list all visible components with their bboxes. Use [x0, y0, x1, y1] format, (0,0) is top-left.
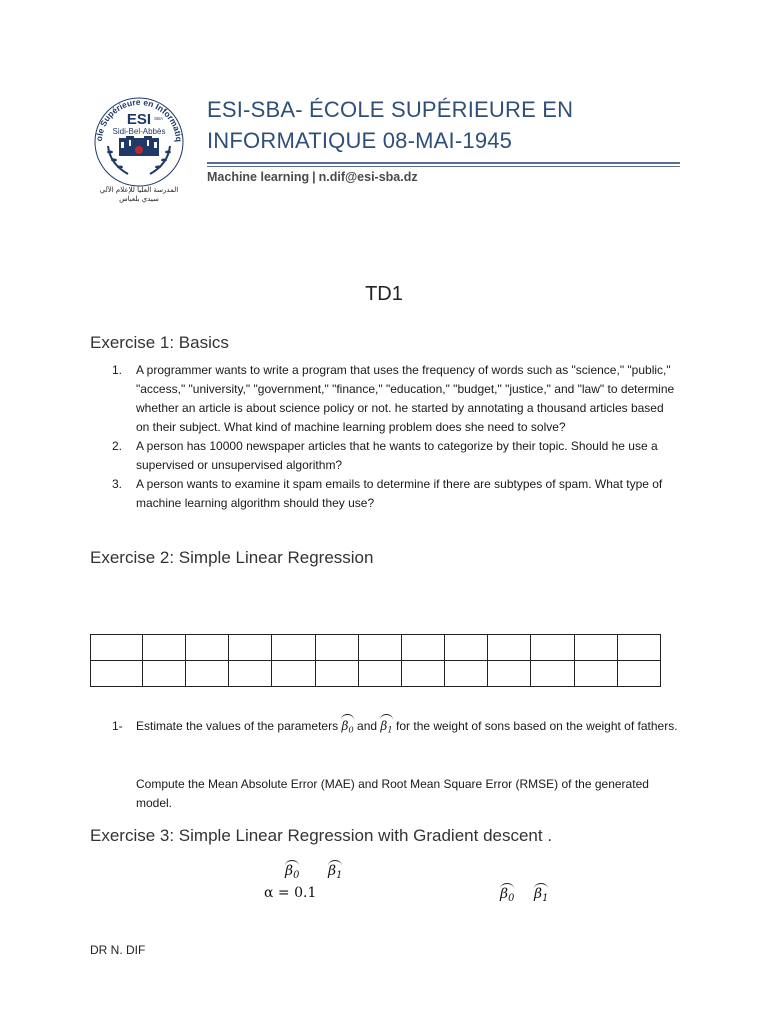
- table-cell: [445, 661, 488, 687]
- exercise2-followup: Compute the Mean Absolute Error (MAE) and Root Mean Square Error (RMSE) of the generated model.: [136, 777, 649, 810]
- table-cell: [186, 635, 229, 661]
- header-title: [207, 94, 677, 156]
- table-cell: [531, 635, 574, 661]
- table-cell: [617, 661, 660, 687]
- beta0-hat-symbol: $\beta_0$: [500, 886, 515, 904]
- header-title-line2: INFORMATIQUE 08-MAI-1945: [207, 128, 513, 153]
- document-title: TD1: [365, 283, 403, 305]
- table-cell: [272, 661, 315, 687]
- logo-side-text: SBA: [154, 116, 164, 121]
- data-table: [90, 634, 661, 687]
- table-cell: [315, 635, 358, 661]
- question-text: [136, 717, 682, 740]
- table-cell: [488, 661, 531, 687]
- table-cell: [531, 661, 574, 687]
- table-cell: [574, 661, 617, 687]
- contact-email: n.dif@esi-sba.dz: [318, 170, 418, 184]
- table-cell: [143, 635, 186, 661]
- list-item-text: A programmer wants to write a program that uses the frequency of words such as "science," "public," "access," "university," "government," "finance," "education," "budget," "justice," and "law" to determine whether an article is about science policy or not. he started by annotating a thousand articles based on their subject. What kind of machine learning problem does she need to solve?: [136, 363, 675, 434]
- list-item-text: A person wants to examine it spam emails to determine if there are subtypes of spam. What type of machine learning algorithm should they use?: [136, 477, 663, 510]
- logo-arc-text: ole Supérieure en Informatiq: [93, 96, 185, 143]
- exercise1-list: [112, 361, 677, 513]
- table-cell: [358, 635, 401, 661]
- exercise2-heading: Exercise 2: Simple Linear Regression: [90, 548, 374, 567]
- school-logo: [88, 80, 190, 205]
- table-cell: [229, 661, 272, 687]
- list-item: [112, 437, 677, 475]
- list-item-number: 1.: [112, 363, 123, 377]
- table-cell: [574, 635, 617, 661]
- table-cell: [401, 635, 444, 661]
- course-name: Machine learning: [207, 170, 310, 184]
- logo-arabic-line2: سيدي بلعباس: [119, 195, 159, 203]
- question-number: 1-: [112, 719, 123, 733]
- table-cell: [445, 635, 488, 661]
- list-item-number: 3.: [112, 477, 123, 491]
- table-cell: [488, 635, 531, 661]
- logo-center-text: ESI: [126, 111, 152, 128]
- subline-separator: |: [312, 170, 316, 184]
- beta0-hat-symbol: $\beta_0$: [285, 863, 300, 881]
- table-row: [91, 661, 661, 687]
- beta1-hat-symbol: $\beta_1$: [534, 886, 549, 904]
- beta1-hat-symbol: $\beta_1$: [328, 863, 343, 881]
- header-title-line1: ESI-SBA- ÉCOLE SUPÉRIEURE EN: [207, 97, 574, 122]
- header-subline: [207, 170, 418, 184]
- table-cell: [91, 635, 143, 661]
- table-cell: [229, 635, 272, 661]
- exercise1-heading: Exercise 1: Basics: [90, 333, 229, 352]
- table-row: [91, 635, 661, 661]
- list-item-number: 2.: [112, 439, 123, 453]
- exercise3-heading: Exercise 3: Simple Linear Regression with Gradient descent .: [90, 826, 553, 845]
- table-cell: [91, 661, 143, 687]
- logo-city-text: Sidi-Bel-Abbès: [112, 127, 166, 136]
- list-item-text: A person has 10000 newspaper articles that he wants to categorize by their topic. Should he use a supervised or unsupervised algorithm?: [136, 439, 658, 472]
- question-text-part: for the weight of sons based on the weight of fathers.: [392, 719, 678, 733]
- table-cell: [358, 661, 401, 687]
- list-item: [112, 475, 677, 513]
- alpha-value: α = 0.1: [264, 885, 317, 901]
- table-cell: [401, 661, 444, 687]
- beta1-hat-symbol: $\beta_1$: [380, 719, 392, 733]
- table-cell: [315, 661, 358, 687]
- beta0-hat-symbol: $\beta_0$: [341, 719, 353, 733]
- table-cell: [143, 661, 186, 687]
- table-cell: [186, 661, 229, 687]
- table-cell: [617, 635, 660, 661]
- header-rule-thin: [207, 166, 680, 167]
- logo-arabic-line1: المدرسة العليا للإعلام الآلي: [99, 186, 179, 194]
- question-text-part: and: [353, 719, 381, 733]
- footer-author: DR N. DIF: [90, 943, 146, 957]
- header-rule: [207, 162, 680, 164]
- table-cell: [272, 635, 315, 661]
- list-item: [112, 361, 677, 437]
- question-text-part: Estimate the values of the parameters: [136, 719, 342, 733]
